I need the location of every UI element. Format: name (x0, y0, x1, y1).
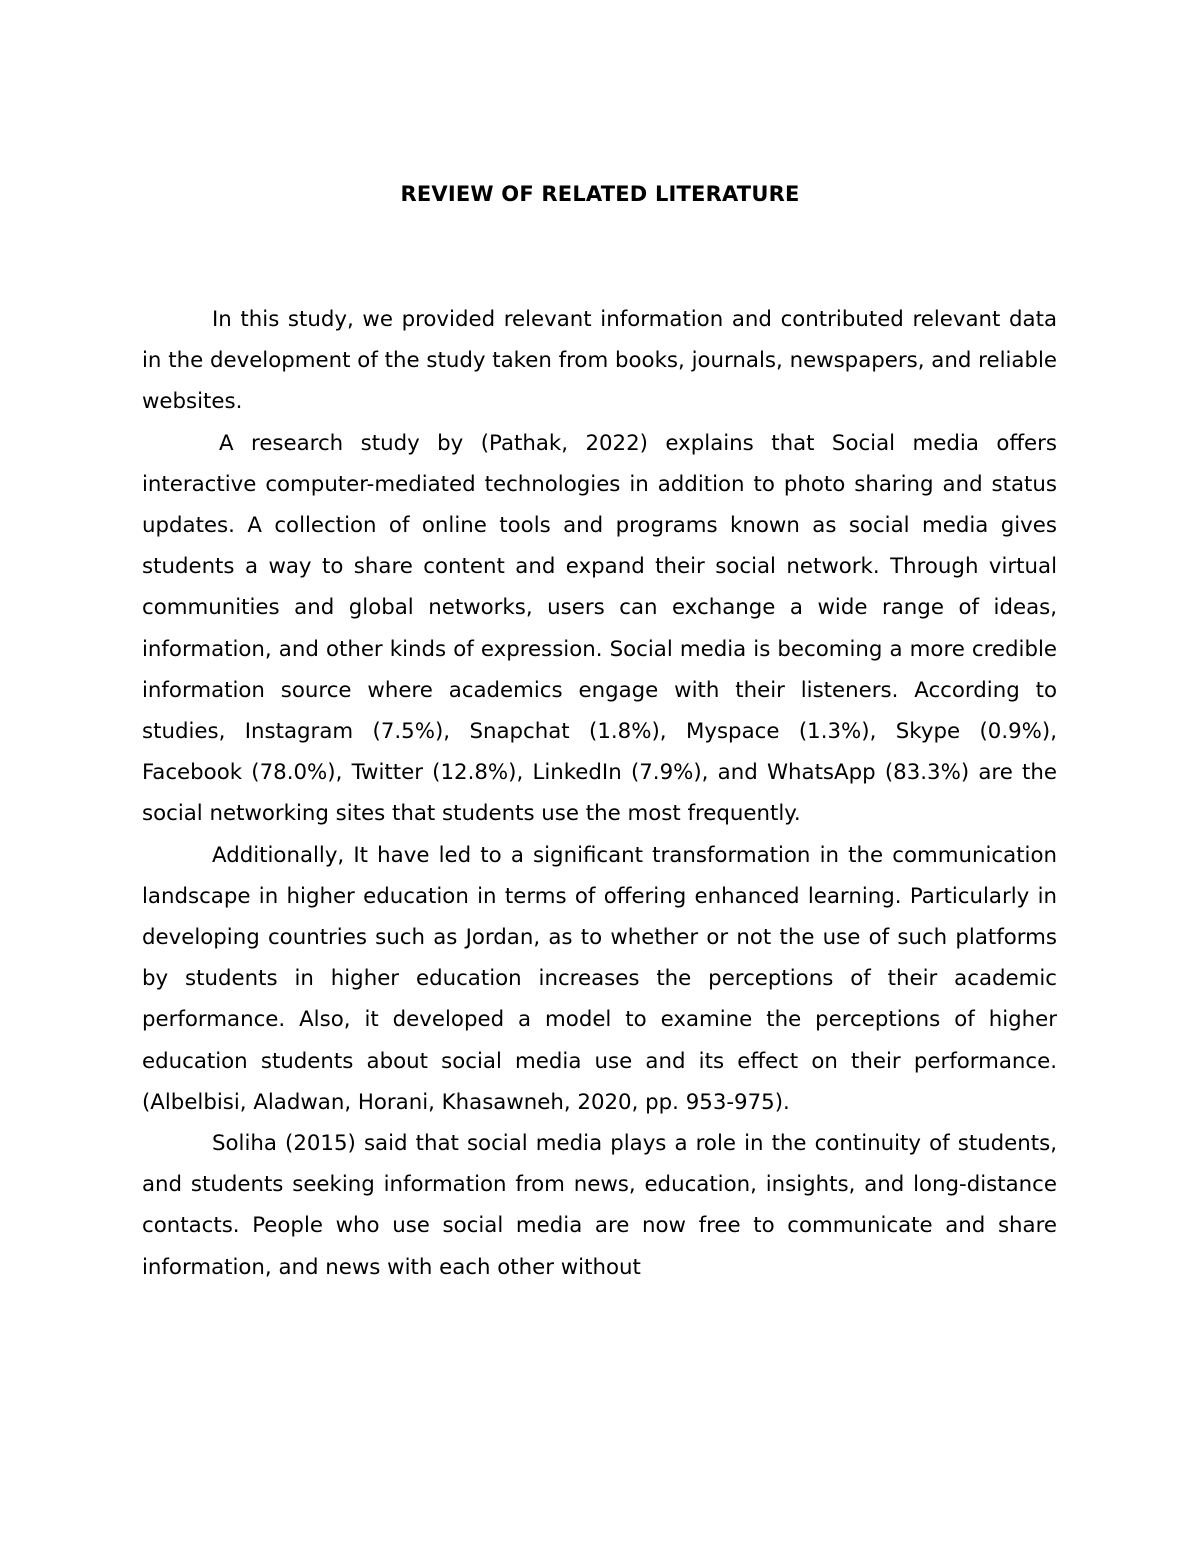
paragraph-intro: In this study, we provided relevant information and contributed relevant data in the development of the study taken from books, journals, newspapers, and reliable websites. (142, 307, 1057, 415)
paragraph-additionally: Additionally, It have led to a significant transformation in the communication landscape in higher education in terms of offering enhanced learning. Particularly in developing countries such as Jordan, as to whether or not the use of such platforms by students in higher education increases the perceptions of their academic performance. Also, it developed a model to examine the perceptions of higher education students about social media use and its effect on their performance. (Albelbisi, Aladwan, Horani, Khasawneh, 2020, pp. 953-975). (142, 842, 1057, 1115)
paragraph-pathak: A research study by (Pathak, 2022) explains that Social media offers interactive computer-mediated technologies in addition to photo sharing and status updates. A collection of online tools and programs known as social media gives students a way to share content and expand their social network. Through virtual communities and global networks, users can exchange a wide range of ideas, information, and other kinds of expression. Social media is becoming a more credible information source where academics engage with their listeners. According to studies, Instagram (7.5%), Snapchat (1.8%), Myspace (1.3%), Skype (0.9%), Facebook (78.0%), Twitter (12.8%), LinkedIn (7.9%), and WhatsApp (83.3%) are the social networking sites that students use the most frequently. (142, 430, 1057, 827)
page-title: REVIEW OF RELATED LITERATURE (400, 182, 800, 206)
paragraph-soliha: Soliha (2015) said that social media plays a role in the continuity of students, and students seeking information from news, education, insights, and long-distance contacts. People who use social media are now free to communicate and share information, and news with each other without (142, 1131, 1057, 1280)
document-body (142, 299, 1057, 1288)
